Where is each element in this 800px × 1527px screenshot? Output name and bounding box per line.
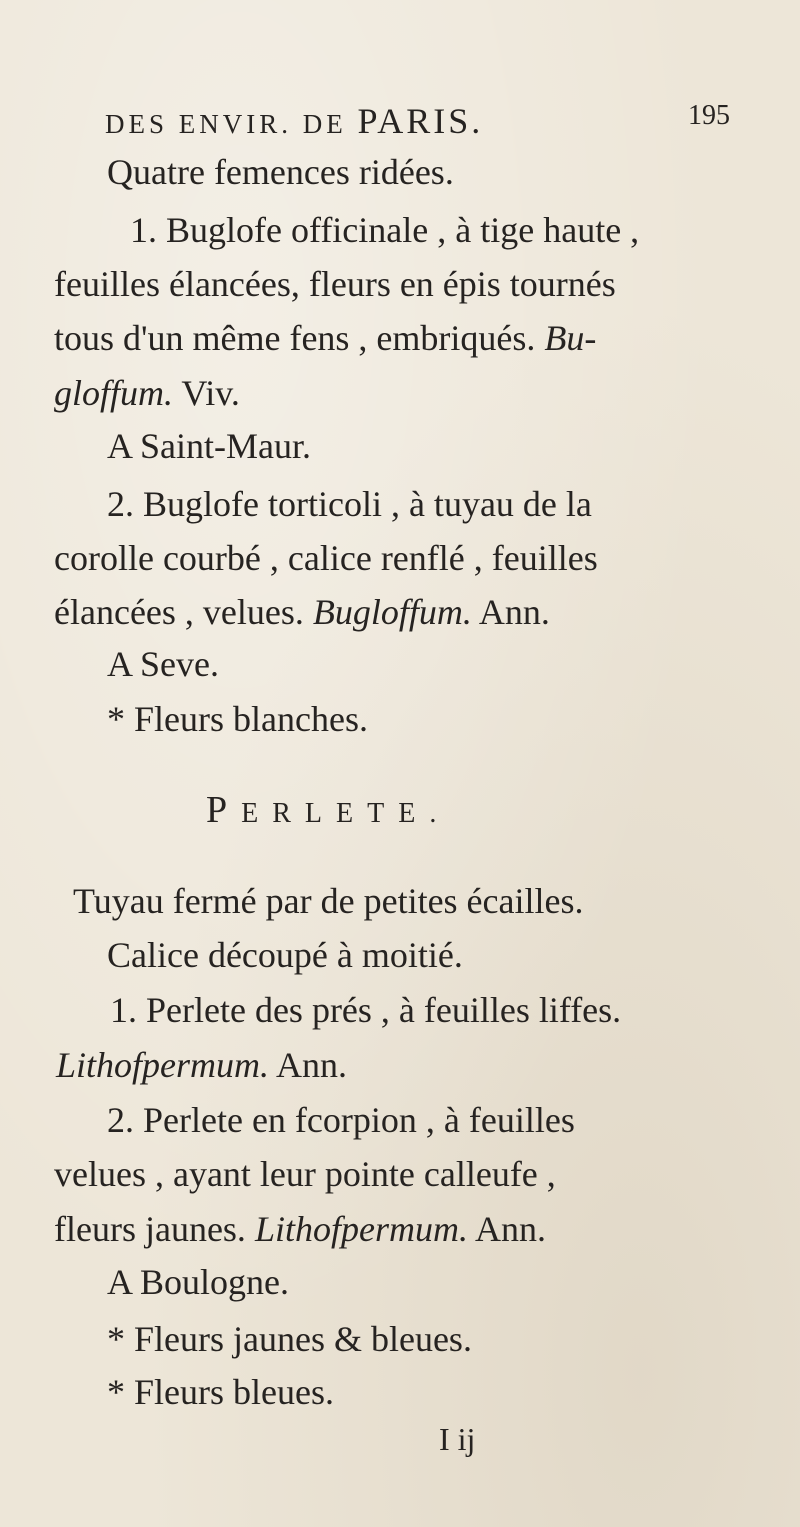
text-line: gloffum. Viv.: [54, 373, 240, 413]
page-number: 195: [688, 100, 730, 131]
text-line: velues , ayant leur pointe calleufe ,: [54, 1154, 556, 1194]
text-line: 2. Perlete en fcorpion , à feuilles: [107, 1100, 575, 1140]
text-line: Lithofpermum. Ann.: [56, 1045, 348, 1085]
running-title-small: DES ENVIR. DE: [105, 109, 358, 139]
text-line: tous d'un même fens , embriqués. Bu-: [54, 318, 597, 358]
section-heading: PERLETE.: [206, 789, 451, 831]
text-line: fleurs jaunes. Lithofpermum. Ann.: [54, 1209, 546, 1249]
text-line: 1. Perlete des prés , à feuilles liffes.: [110, 990, 622, 1030]
text-line: Tuyau fermé par de petites écailles.: [73, 881, 584, 921]
text-line: * Fleurs jaunes & bleues.: [107, 1319, 472, 1359]
running-title-big: PARIS.: [357, 101, 484, 141]
text-line: A Seve.: [107, 644, 219, 684]
text-line: corolle courbé , calice renflé , feuilles: [54, 538, 598, 578]
text-line: 2. Buglofe torticoli , à tuyau de la: [107, 484, 592, 524]
text-line: A Boulogne.: [107, 1262, 290, 1302]
text-line: 1. Buglofe officinale , à tige haute ,: [130, 210, 640, 250]
signature-mark: I ij: [439, 1421, 476, 1457]
text-line: feuilles élancées, fleurs en épis tournés: [54, 264, 616, 304]
running-header: [105, 100, 665, 142]
text-line: * Fleurs blanches.: [107, 699, 368, 739]
text-line: élancées , velues. Bugloffum. Ann.: [54, 592, 550, 632]
text-line: Calice découpé à moitié.: [107, 935, 463, 975]
text-line: Quatre femences ridées.: [107, 152, 454, 192]
text-line: A Saint-Maur.: [107, 426, 311, 466]
text-line: * Fleurs bleues.: [107, 1372, 334, 1412]
